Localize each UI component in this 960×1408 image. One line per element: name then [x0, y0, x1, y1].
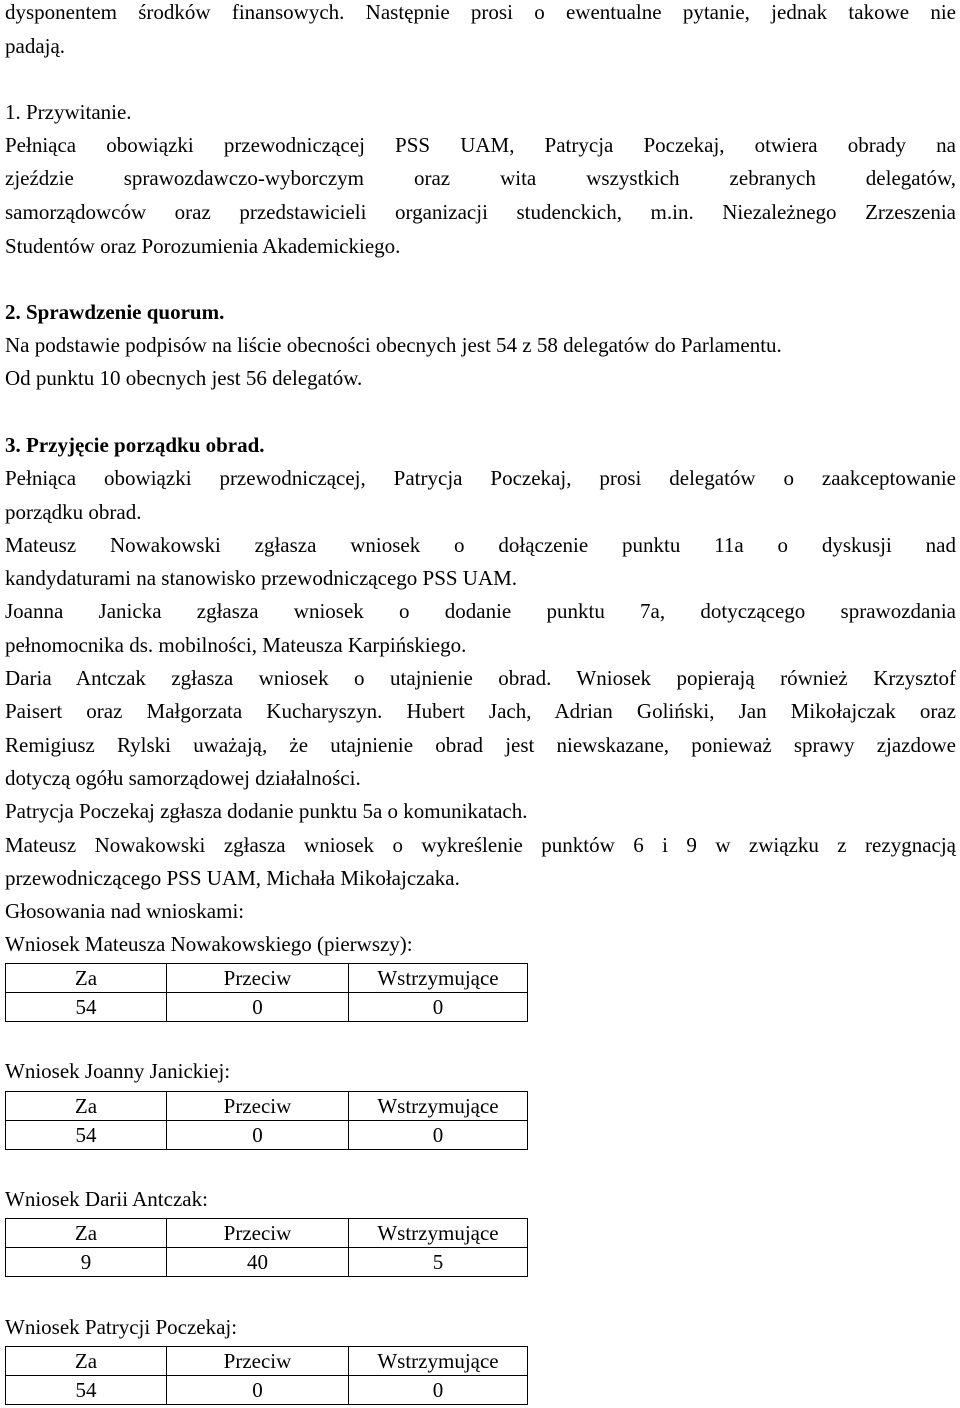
paragraph-line: Studentów oraz Porozumienia Akademickiego.: [5, 234, 401, 258]
header-for: Za: [6, 964, 167, 993]
paragraph-line: Mateusz Nowakowski zgłasza wniosek o wykreślenie punktów 6 i 9 w związku z rezygnacją: [5, 833, 956, 857]
header-against: Przeciw: [167, 1092, 349, 1121]
paragraph-line: Mateusz Nowakowski zgłasza wniosek o dołączenie punktu 11a o dyskusji nad: [5, 533, 956, 557]
header-abstain: Wstrzymujące: [349, 1347, 528, 1376]
paragraph-line: Pełniąca obowiązki przewodniczącej, Patrycja Poczekaj, prosi delegatów o zaakceptowanie: [5, 466, 956, 490]
vote-header-row: [6, 964, 528, 993]
vote-values-row: [6, 1376, 528, 1405]
vote-table: [5, 1091, 528, 1150]
value-for: 54: [6, 1121, 167, 1150]
value-against: 0: [167, 1121, 349, 1150]
section-heading: 2. Sprawdzenie quorum.: [5, 300, 225, 324]
vote-table: [5, 1346, 528, 1405]
paragraph-line: Na podstawie podpisów na liście obecności obecnych jest 54 z 58 delegatów do Parlamentu.: [5, 333, 782, 357]
value-against: 40: [167, 1248, 349, 1277]
paragraph-line: porządku obrad.: [5, 500, 142, 524]
paragraph-line: pełnomocnika ds. mobilności, Mateusza Karpińskiego.: [5, 633, 467, 657]
paragraph-line: Patrycja Poczekaj zgłasza dodanie punktu 5a o komunikatach.: [5, 799, 528, 823]
value-for: 54: [6, 993, 167, 1022]
paragraph-line: Głosowania nad wnioskami:: [5, 899, 245, 923]
paragraph-line: samorządowców oraz przedstawicieli organizacji studenckich, m.in. Niezależnego Zrzeszenia: [5, 200, 956, 224]
value-against: 0: [167, 993, 349, 1022]
header-against: Przeciw: [167, 1219, 349, 1248]
paragraph-line: przewodniczącego PSS UAM, Michała Mikołajczaka.: [5, 866, 460, 890]
paragraph-line: dysponentem środków finansowych. Następnie prosi o ewentualne pytanie, jednak takowe nie: [5, 0, 956, 24]
vote-values-row: [6, 1121, 528, 1150]
value-for: 54: [6, 1376, 167, 1405]
section-heading: 1. Przywitanie.: [5, 100, 132, 124]
vote-title: Wniosek Patrycji Poczekaj:: [5, 1315, 238, 1339]
value-abstain: 0: [349, 993, 528, 1022]
value-for: 9: [6, 1248, 167, 1277]
paragraph-line: zjeździe sprawozdawczo-wyborczym oraz wita wszystkich zebranych delegatów,: [5, 166, 956, 190]
vote-title: Wniosek Joanny Janickiej:: [5, 1059, 231, 1083]
value-abstain: 0: [349, 1121, 528, 1150]
header-abstain: Wstrzymujące: [349, 1219, 528, 1248]
header-abstain: Wstrzymujące: [349, 1092, 528, 1121]
paragraph-line: Joanna Janicka zgłasza wniosek o dodanie punktu 7a, dotyczącego sprawozdania: [5, 599, 956, 623]
paragraph-line: kandydaturami na stanowisko przewodniczącego PSS UAM.: [5, 566, 518, 590]
vote-header-row: [6, 1092, 528, 1121]
paragraph-line: padają.: [5, 34, 66, 58]
section-heading: 3. Przyjęcie porządku obrad.: [5, 433, 265, 457]
header-against: Przeciw: [167, 964, 349, 993]
vote-values-row: [6, 1248, 528, 1277]
header-for: Za: [6, 1092, 167, 1121]
vote-table: [5, 963, 528, 1022]
vote-header-row: [6, 1347, 528, 1376]
paragraph-line: Daria Antczak zgłasza wniosek o utajnienie obrad. Wniosek popierają również Krzysztof: [5, 666, 956, 690]
paragraph-line: Paisert oraz Małgorzata Kucharyszyn. Hubert Jach, Adrian Goliński, Jan Mikołajczak oraz: [5, 699, 956, 723]
paragraph-line: Od punktu 10 obecnych jest 56 delegatów.: [5, 366, 363, 390]
header-for: Za: [6, 1219, 167, 1248]
value-against: 0: [167, 1376, 349, 1405]
vote-header-row: [6, 1219, 528, 1248]
paragraph-line: Remigiusz Rylski uważają, że utajnienie obrad jest niewskazane, ponieważ sprawy zjazdowe: [5, 733, 956, 757]
vote-title: Wniosek Mateusza Nowakowskiego (pierwszy):: [5, 932, 413, 956]
header-abstain: Wstrzymujące: [349, 964, 528, 993]
vote-title: Wniosek Darii Antczak:: [5, 1187, 208, 1211]
header-for: Za: [6, 1347, 167, 1376]
header-against: Przeciw: [167, 1347, 349, 1376]
vote-values-row: [6, 993, 528, 1022]
paragraph-line: dotyczą ogółu samorządowej działalności.: [5, 766, 361, 790]
vote-table: [5, 1218, 528, 1277]
value-abstain: 0: [349, 1376, 528, 1405]
value-abstain: 5: [349, 1248, 528, 1277]
paragraph-line: Pełniąca obowiązki przewodniczącej PSS UAM, Patrycja Poczekaj, otwiera obrady na: [5, 133, 956, 157]
